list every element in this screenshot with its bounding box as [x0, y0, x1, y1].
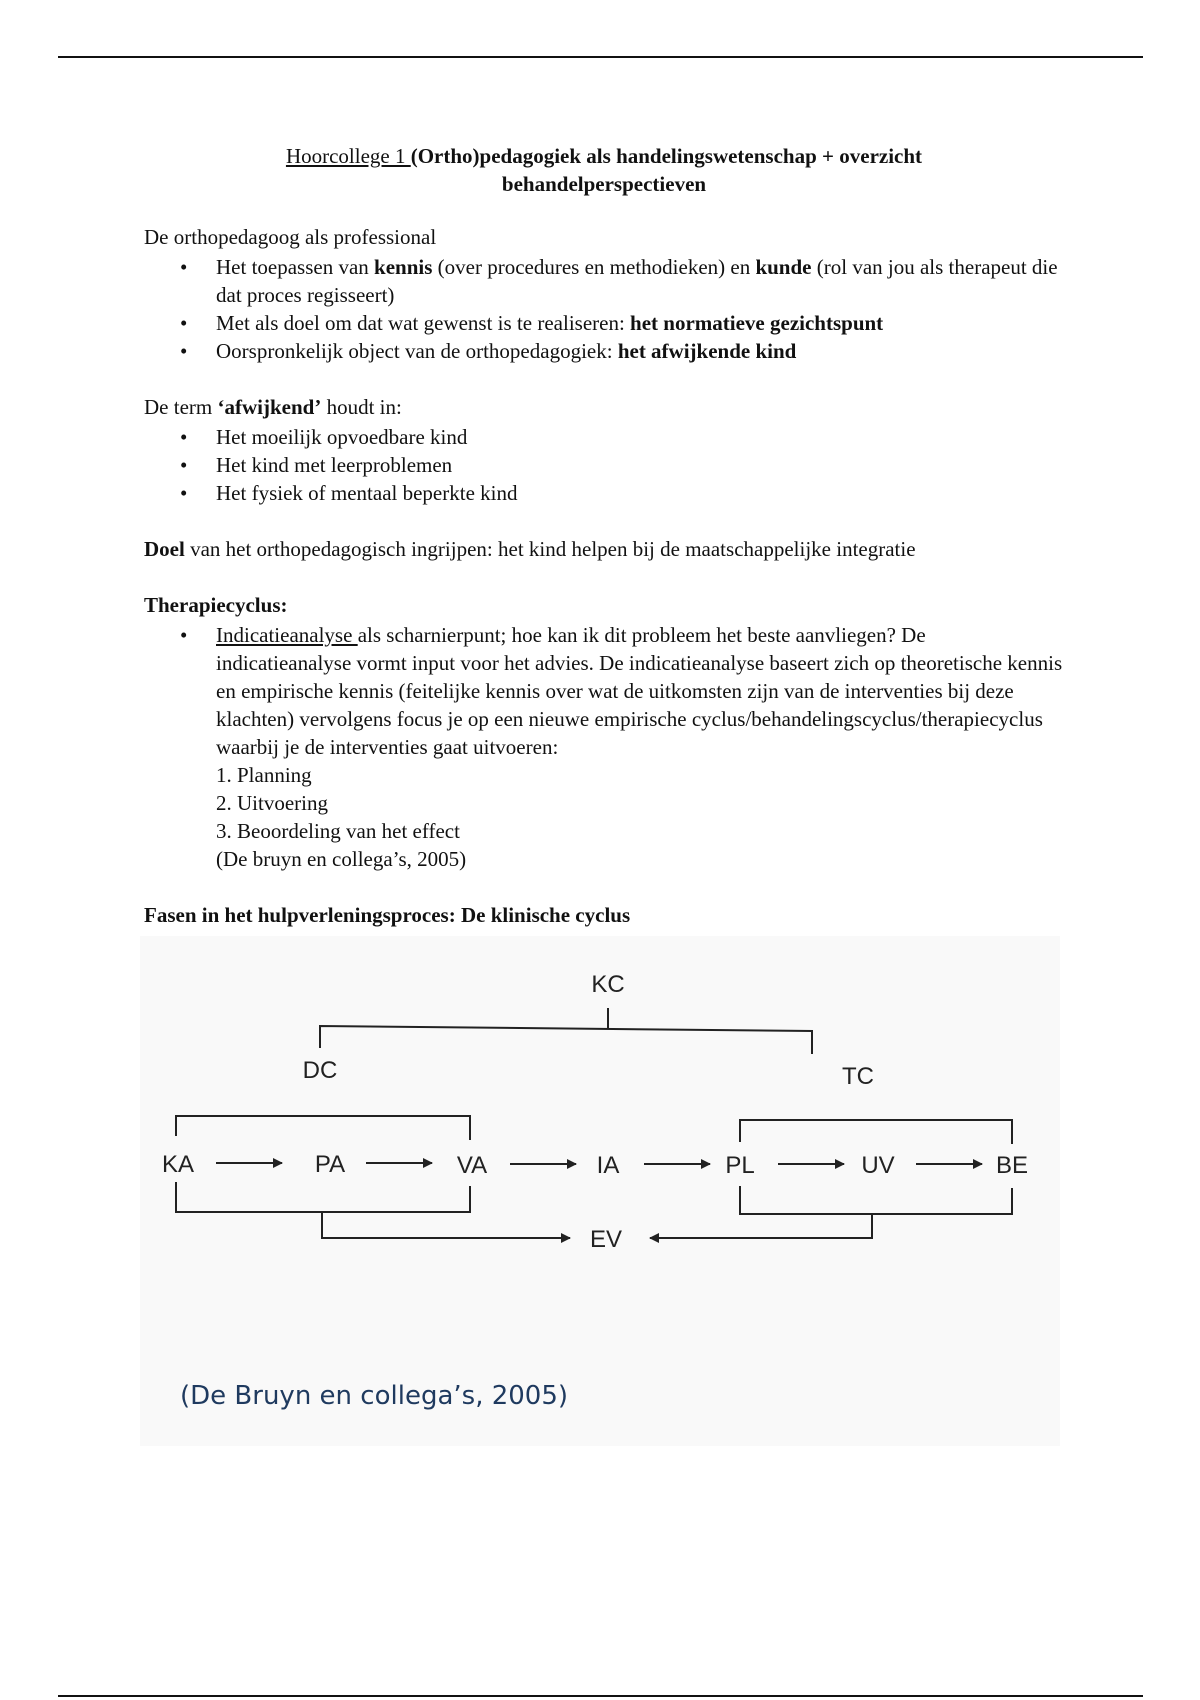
- therapie-heading: Therapiecyclus:: [144, 593, 288, 617]
- kc-bracket-line: [320, 1026, 812, 1054]
- list-item: • Het fysiek of mentaal beperkte kind: [144, 479, 1064, 507]
- list-item: • Het toepassen van kennis (over procedures en methodieken) en kunde (rol van jou als therapeut die dat proces regisseert): [144, 253, 1064, 309]
- list-item: • Met als doel om dat wat gewenst is te realiseren: het normatieve gezichtspunt: [144, 309, 1064, 337]
- fasen-heading: Fasen in het hulpverleningsproces: De klinische cyclus: [144, 903, 631, 927]
- dc-top-bracket: [176, 1116, 470, 1140]
- term-list: [144, 423, 1064, 507]
- term-section: [144, 393, 1064, 507]
- step-item: 1. Planning: [216, 763, 312, 787]
- clinical-cycle-diagram: [140, 936, 1060, 1446]
- va-label: VA: [456, 1152, 488, 1179]
- list-item: • Indicatieanalyse als scharnierpunt; hoe kan ik dit probleem het beste aanvliegen? De indicatieanalyse vormt input voor het advies. De indicatieanalyse baseert zich op theoretische kennis en empirische kennis (feitelijke kennis over wat de uitkomsten zijn van de interventies bij deze klachten) vervolgens focus je op een nieuwe empirische cyclus/behandelingscyclus/therapiecyclus waarbij je de interventies gaat uitvoeren:: [144, 621, 1064, 761]
- therapie-list: [144, 621, 1064, 761]
- bottom-rule: [58, 1695, 1143, 1697]
- left-to-ev-arrow: [322, 1212, 570, 1238]
- list-item: • Oorspronkelijk object van de orthopedagogiek: het afwijkende kind: [144, 337, 1064, 365]
- therapie-steps: [144, 761, 1064, 845]
- therapie-citation: (De bruyn en collega’s, 2005): [216, 847, 467, 871]
- uv-label: UV: [861, 1152, 895, 1179]
- be-label: BE: [995, 1152, 1029, 1179]
- term-heading: De term ‘afwijkend’ houdt in:: [144, 395, 402, 419]
- therapie-section: [144, 591, 1064, 873]
- pl-label: PL: [725, 1152, 755, 1179]
- page-title: [144, 142, 1064, 198]
- list-item: • Het kind met leerproblemen: [144, 451, 1064, 479]
- doel-section: [144, 535, 1064, 563]
- tc-top-bracket: [740, 1120, 1012, 1144]
- professional-section: [144, 223, 1064, 365]
- step-item: 3. Beoordeling van het effect: [216, 819, 460, 843]
- ka-label: KA: [161, 1151, 195, 1178]
- dc-label: DC: [302, 1057, 338, 1084]
- list-item: • Het moeilijk opvoedbare kind: [144, 423, 1064, 451]
- diagram-svg: [140, 936, 1060, 1446]
- dc-bottom-bracket: [176, 1182, 470, 1212]
- pa-label: PA: [314, 1151, 346, 1178]
- document-body: [144, 142, 1064, 929]
- professional-list: [144, 253, 1064, 365]
- title-underlined: Hoorcollege 1: [285, 144, 411, 168]
- right-to-ev-arrow: [650, 1214, 872, 1238]
- tc-label: TC: [842, 1063, 874, 1090]
- title-line2: behandelperspectieven: [501, 172, 707, 196]
- kc-label: KC: [591, 971, 625, 998]
- step-item: 2. Uitvoering: [216, 791, 328, 815]
- title-line1: (Ortho)pedagogiek als handelingswetenschap + overzicht: [410, 144, 923, 168]
- ia-label: IA: [596, 1152, 620, 1179]
- ev-label: EV: [589, 1226, 623, 1253]
- tc-bottom-bracket: [740, 1186, 1012, 1214]
- diagram-caption: (De Bruyn en collega’s, 2005): [180, 1381, 569, 1411]
- professional-heading: De orthopedagoog als professional: [144, 225, 437, 249]
- top-rule: [58, 56, 1143, 58]
- doel-text: Doel van het orthopedagogisch ingrijpen: het kind helpen bij de maatschappelijke integratie: [144, 537, 916, 561]
